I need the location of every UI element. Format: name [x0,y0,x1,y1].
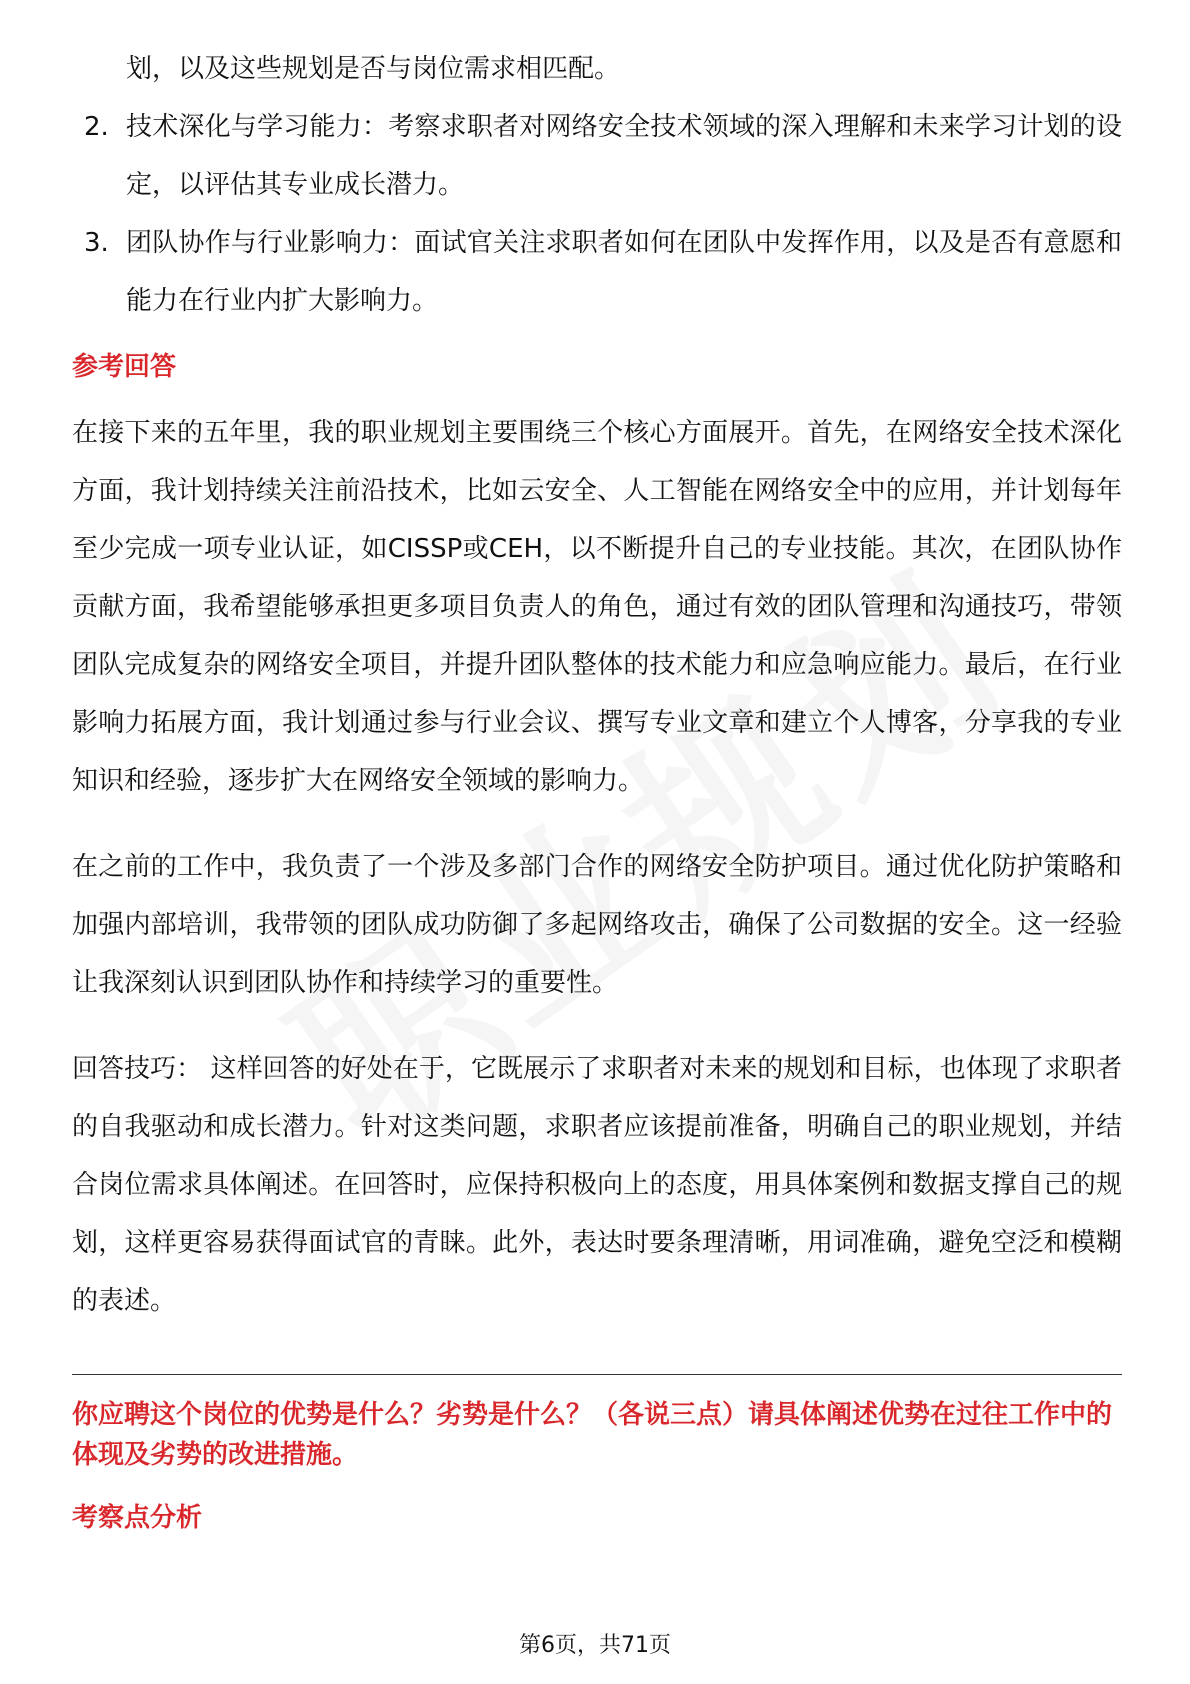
list-item-text: 团队协作与行业影响力：面试官关注求职者如何在团队中发挥作用，以及是否有意愿和能力在行业内扩大影响力。 [126,228,1122,316]
next-question-title: 你应聘这个岗位的优势是什么？劣势是什么？（各说三点）请具体阐述优势在过往工作中的体现及劣势的改进措施。 [72,1400,1113,1470]
analysis-heading: 考察点分析 [72,1503,203,1533]
reference-answer-heading: 参考回答 [72,352,177,382]
list-item [72,214,1122,330]
answer-tips-paragraph: 回答技巧： 这样回答的好处在于，它既展示了求职者对未来的规划和目标，也体现了求职者的自我驱动和成长潜力。针对这类问题，求职者应该提前准备，明确自己的职业规划，并结合岗位需求具体阐述。在回答时，应保持积极向上的态度，用具体案例和数据支撑自己的规划，这样更容易获得面试官的青睐。此外，表达时要条理清晰，用词准确，避免空泛和模糊的表述。 [72,1054,1122,1316]
page-footer: 第6页，共71页 [519,1633,671,1658]
list-item-continuation: 划，以及这些规划是否与岗位需求相匹配。 [126,54,621,84]
answer-paragraph: 在接下来的五年里，我的职业规划主要围绕三个核心方面展开。首先，在网络安全技术深化方面，我计划持续关注前沿技术，比如云安全、人工智能在网络安全中的应用，并计划每年至少完成一项专业认证，如CISSP或CEH，以不断提升自己的专业技能。其次，在团队协作贡献方面，我希望能够承担更多项目负责人的角色，通过有效的团队管理和沟通技巧，带领团队完成复杂的网络安全项目，并提升团队整体的技术能力和应急响应能力。最后，在行业影响力拓展方面，我计划通过参与行业会议、撰写专业文章和建立个人博客，分享我的专业知识和经验，逐步扩大在网络安全领域的影响力。 [72,418,1122,796]
answer-paragraph: 在之前的工作中，我负责了一个涉及多部门合作的网络安全防护项目。通过优化防护策略和加强内部培训，我带领的团队成功防御了多起网络攻击，确保了公司数据的安全。这一经验让我深刻认识到团队协作和持续学习的重要性。 [72,852,1122,998]
list-item-text: 技术深化与学习能力：考察求职者对网络安全技术领域的深入理解和未来学习计划的设定，以评估其专业成长潜力。 [126,112,1122,200]
list-item-number: 2. [84,112,109,142]
page-content [72,40,1122,1547]
list-item [72,98,1122,214]
list-item-number: 3. [84,228,109,258]
